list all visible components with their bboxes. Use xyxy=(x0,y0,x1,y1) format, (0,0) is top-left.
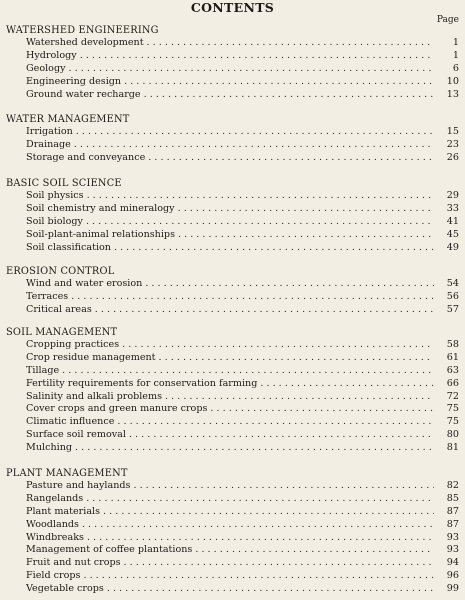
toc-entry[interactable] xyxy=(0,416,465,429)
toc-entry[interactable] xyxy=(0,229,465,242)
toc-entry[interactable] xyxy=(0,139,465,152)
toc-entry-label: Woodlands xyxy=(26,518,79,530)
toc-entry[interactable] xyxy=(0,126,465,139)
toc-entry-label: Cropping practices xyxy=(26,339,120,350)
toc-entry-label: Engineering design xyxy=(26,75,122,87)
dot-leader xyxy=(86,493,434,506)
toc-entry-label: Climatic influence xyxy=(26,416,115,428)
toc-entry-page-number: 93 xyxy=(446,544,459,556)
toc-entry-label: Ground water recharge xyxy=(26,88,141,100)
toc-entry-page-number: 87 xyxy=(446,505,459,517)
toc-entry[interactable] xyxy=(0,403,465,416)
section-heading: BASIC SOIL SCIENCE xyxy=(6,178,122,189)
toc-entry[interactable] xyxy=(0,291,465,304)
toc-entry[interactable] xyxy=(0,352,465,365)
section-heading: SOIL MANAGEMENT xyxy=(6,327,118,338)
toc-entry-label: Watershed development xyxy=(26,37,144,48)
toc-entry-page-number: 29 xyxy=(446,190,459,201)
toc-entry[interactable] xyxy=(0,190,465,203)
toc-entry-label: Fruit and nut crops xyxy=(26,557,121,569)
toc-entry[interactable] xyxy=(0,37,465,50)
dot-leader xyxy=(83,570,434,583)
toc-entry-label: Hydrology xyxy=(26,49,77,61)
page-column-header: Page xyxy=(436,15,459,25)
toc-entry[interactable] xyxy=(0,429,465,442)
dot-leader xyxy=(95,304,434,317)
toc-entry[interactable] xyxy=(0,544,465,557)
toc-entry[interactable] xyxy=(0,50,465,63)
toc-entry-page-number: 26 xyxy=(446,151,459,163)
toc-entry-page-number: 80 xyxy=(446,429,459,441)
dot-leader xyxy=(103,506,434,519)
toc-entry-page-number: 96 xyxy=(446,570,459,582)
toc-entry-page-number: 85 xyxy=(446,492,459,504)
toc-entry-label: Crop residue management xyxy=(26,351,156,363)
toc-entry[interactable] xyxy=(0,278,465,291)
toc-entry-page-number: 63 xyxy=(446,364,459,376)
section-heading: WATER MANAGEMENT xyxy=(6,114,130,125)
dot-leader xyxy=(178,203,434,216)
page-title: CONTENTS xyxy=(190,0,275,15)
dot-leader xyxy=(62,365,434,378)
toc-entry-label: Surface soil removal xyxy=(26,429,126,441)
toc-entry[interactable] xyxy=(0,76,465,89)
toc-entry[interactable] xyxy=(0,242,465,255)
toc-entry[interactable] xyxy=(0,532,465,545)
toc-entry-page-number: 49 xyxy=(446,241,459,253)
dot-leader xyxy=(147,37,434,50)
dot-leader xyxy=(165,391,434,404)
dot-leader xyxy=(87,532,434,545)
toc-entry-label: Critical areas xyxy=(26,303,92,315)
toc-entry-page-number: 6 xyxy=(452,62,459,74)
toc-entry[interactable] xyxy=(0,493,465,506)
section-heading: PLANT MANAGEMENT xyxy=(6,468,128,479)
contents-section xyxy=(0,177,465,254)
dot-leader xyxy=(82,519,434,532)
toc-entry[interactable] xyxy=(0,216,465,229)
dot-leader xyxy=(178,229,434,242)
dot-leader xyxy=(117,416,434,429)
toc-entry-page-number: 54 xyxy=(446,278,459,289)
dot-leader xyxy=(129,429,434,442)
toc-entry-page-number: 56 xyxy=(446,290,459,302)
toc-entry-label: Terraces xyxy=(26,290,69,302)
contents-section xyxy=(0,265,465,317)
dot-leader xyxy=(260,378,434,391)
toc-entry-label: Irrigation xyxy=(26,126,73,137)
dot-leader xyxy=(195,544,434,557)
toc-entry[interactable] xyxy=(0,570,465,583)
toc-entry-page-number: 81 xyxy=(446,442,459,454)
toc-entry[interactable] xyxy=(0,339,465,352)
toc-entry-label: Mulching xyxy=(26,442,73,454)
toc-entry-page-number: 66 xyxy=(446,377,459,389)
toc-entry-label: Geology xyxy=(26,62,66,74)
contents-section xyxy=(0,113,465,165)
dot-leader xyxy=(76,126,434,139)
toc-entry-label: Drainage xyxy=(26,138,71,150)
toc-entry-page-number: 82 xyxy=(446,480,459,491)
dot-leader xyxy=(71,291,434,304)
toc-entry-page-number: 61 xyxy=(446,351,459,363)
toc-entry[interactable] xyxy=(0,583,465,596)
toc-entry-page-number: 33 xyxy=(446,202,459,214)
toc-entry-page-number: 75 xyxy=(446,416,459,428)
toc-entry-label: Pasture and haylands xyxy=(26,480,131,491)
dot-leader xyxy=(210,403,434,416)
toc-entry-label: Management of coffee plantations xyxy=(26,544,193,556)
toc-entry-page-number: 41 xyxy=(446,215,459,227)
dot-leader xyxy=(80,50,434,63)
toc-entry-label: Soil-plant-animal relationships xyxy=(26,228,175,240)
toc-entry[interactable] xyxy=(0,557,465,570)
toc-entry[interactable] xyxy=(0,506,465,519)
toc-entry-label: Soil physics xyxy=(26,190,84,201)
dot-leader xyxy=(133,480,434,493)
toc-entry-label: Cover crops and green manure crops xyxy=(26,403,208,415)
dot-leader xyxy=(124,76,434,89)
toc-entry[interactable] xyxy=(0,378,465,391)
dot-leader xyxy=(148,152,434,165)
toc-entry[interactable] xyxy=(0,519,465,532)
toc-entry-label: Storage and conveyance xyxy=(26,151,146,163)
toc-entry-label: Field crops xyxy=(26,570,81,582)
toc-entry-page-number: 10 xyxy=(446,75,459,87)
toc-entry[interactable] xyxy=(0,365,465,378)
dot-leader xyxy=(122,339,434,352)
toc-entry-label: Plant materials xyxy=(26,505,101,517)
toc-entry-label: Soil classification xyxy=(26,241,111,253)
toc-entry-label: Windbreaks xyxy=(26,531,84,543)
toc-entry-page-number: 94 xyxy=(446,557,459,569)
toc-entry-page-number: 87 xyxy=(446,518,459,530)
dot-leader xyxy=(75,442,434,455)
toc-entry-label: Soil chemistry and mineralogy xyxy=(26,202,175,214)
toc-entry-page-number: 75 xyxy=(446,403,459,415)
dot-leader xyxy=(107,583,434,596)
section-heading: WATERSHED ENGINEERING xyxy=(6,25,159,36)
toc-entry[interactable] xyxy=(0,63,465,76)
toc-entry[interactable] xyxy=(0,89,465,102)
contents-section xyxy=(0,326,465,455)
toc-entry[interactable] xyxy=(0,203,465,216)
toc-entry-page-number: 57 xyxy=(446,303,459,315)
toc-entry-label: Tillage xyxy=(26,364,60,376)
toc-entry-label: Vegetable crops xyxy=(26,583,104,595)
dot-leader xyxy=(124,557,434,570)
toc-entry-page-number: 13 xyxy=(446,88,459,100)
contents-section xyxy=(0,467,465,596)
contents-section xyxy=(0,24,465,101)
toc-entry[interactable] xyxy=(0,480,465,493)
toc-entry-page-number: 1 xyxy=(452,49,459,61)
toc-entry-label: Soil biology xyxy=(26,215,83,227)
toc-entry-page-number: 15 xyxy=(446,126,459,137)
dot-leader xyxy=(74,139,434,152)
toc-entry-page-number: 23 xyxy=(446,138,459,150)
dot-leader xyxy=(114,242,434,255)
toc-entry-label: Rangelands xyxy=(26,492,84,504)
toc-entry[interactable] xyxy=(0,152,465,165)
toc-entry-page-number: 45 xyxy=(446,228,459,240)
dot-leader xyxy=(144,89,434,102)
toc-entry-page-number: 93 xyxy=(446,531,459,543)
toc-entry-page-number: 99 xyxy=(446,583,459,595)
toc-entry[interactable] xyxy=(0,391,465,404)
toc-entry-page-number: 58 xyxy=(446,339,459,350)
toc-entry[interactable] xyxy=(0,304,465,317)
section-heading: EROSION CONTROL xyxy=(6,266,115,277)
dot-leader xyxy=(87,190,434,203)
dot-leader xyxy=(86,216,434,229)
dot-leader xyxy=(145,278,434,291)
toc-entry-label: Wind and water erosion xyxy=(26,278,143,289)
dot-leader xyxy=(159,352,434,365)
toc-entry-label: Fertility requirements for conservation farming xyxy=(26,377,258,389)
toc-entry-page-number: 1 xyxy=(452,37,459,48)
toc-entry-page-number: 72 xyxy=(446,390,459,402)
dot-leader xyxy=(69,63,434,76)
toc-entry-label: Salinity and alkali problems xyxy=(26,390,163,402)
toc-entry[interactable] xyxy=(0,442,465,455)
